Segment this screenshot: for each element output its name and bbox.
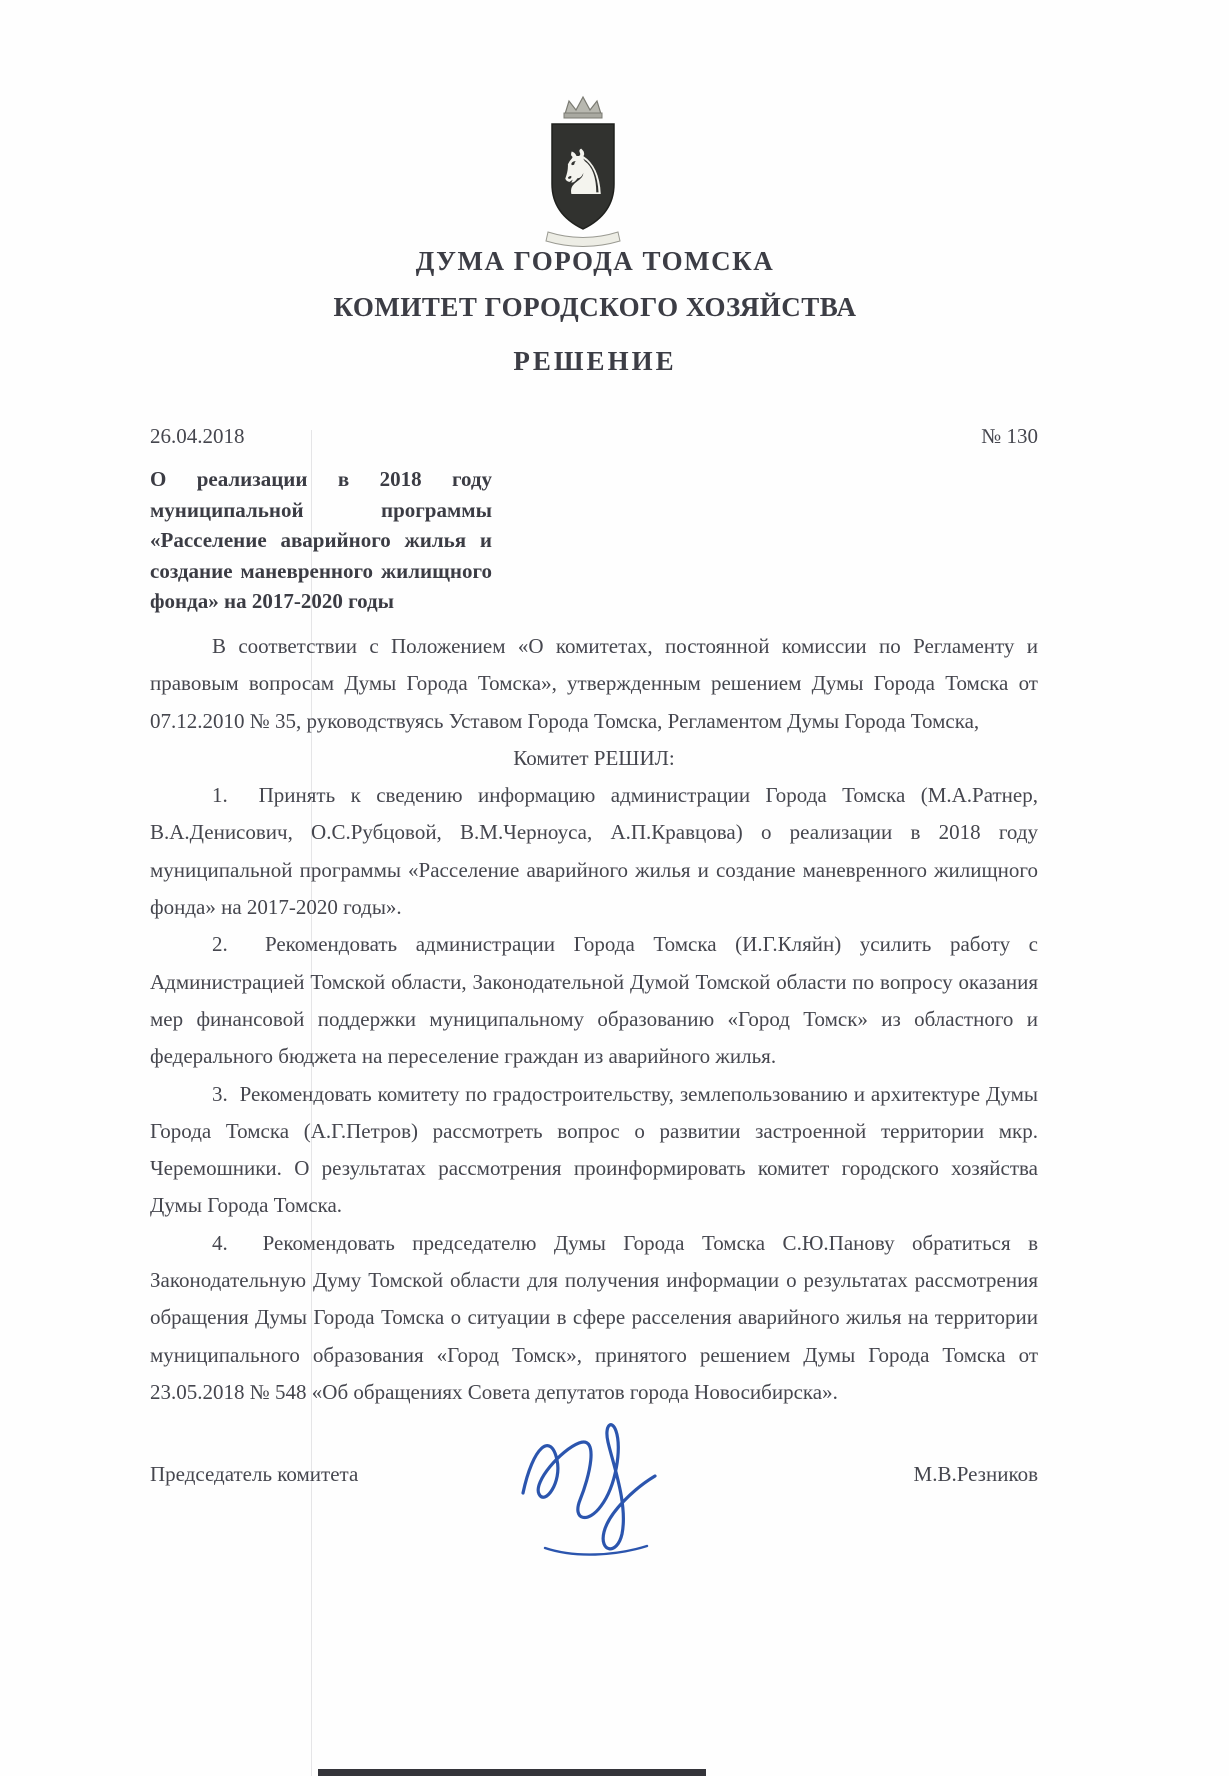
svg-text:♞: ♞ (555, 136, 611, 209)
committee-title: КОМИТЕТ ГОРОДСКОГО ХОЗЯЙСТВА (333, 292, 857, 322)
tomsk-coat-of-arms-svg (534, 92, 632, 248)
document-date: 26.04.2018 (150, 424, 245, 448)
resolution-item-1: 1. Принять к сведению информацию администрации Города Томска (М.А.Ратнер, В.А.Денисович, О.С.Рубцовой, В.М.Черноуса, А.П.Кравцова) о реализации в 2018 году муниципальной программы «Расселение аварийного жилья и создание маневренного жилищного фонда» на 2017-2020 годы». (150, 783, 1038, 920)
tomsk-coat-of-arms-icon (534, 92, 632, 248)
signoff-name: М.В.Резников (913, 1462, 1038, 1486)
signoff-position: Председатель комитета (150, 1462, 359, 1486)
signoff-row (150, 1462, 1038, 1487)
scan-artifact-vertical-line (311, 430, 312, 1776)
document-number: № 130 (981, 424, 1038, 448)
document-body (150, 628, 1038, 1411)
scan-artifact-bottom-smudge (318, 1769, 706, 1776)
document-type-title: РЕШЕНИЕ (513, 346, 677, 376)
organization-title: ДУМА ГОРОДА ТОМСКА (415, 246, 775, 276)
signature-svg (505, 1398, 685, 1583)
resolution-item-2: 2. Рекомендовать администрации Города Томска (И.Г.Кляйн) усилить работу с Администрацией Томской области, Законодательной Думой Томской области по вопросу оказания мер финансовой поддержки муниципальному образованию «Город Томск» из областного и федерального бюджета на переселение граждан из аварийного жилья. (150, 932, 1038, 1069)
handwritten-signature-icon (505, 1398, 685, 1583)
intro-paragraph: В соответствии с Положением «О комитетах, постоянной комиссии по Регламенту и правовым вопросам Думы Города Томска», утвержденным решением Думы Города Томска от 07.12.2010 № 35, руководствуясь Уставом Города Томска, Регламентом Думы Города Томска, (150, 634, 1038, 733)
resolved-heading: Комитет РЕШИЛ: (513, 745, 675, 770)
meta-row (150, 424, 1038, 449)
resolution-item-4: 4. Рекомендовать председателю Думы Города Томска С.Ю.Панову обратиться в Законодательную Думу Томской области для получения информации о результатах рассмотрения обращения Думы Города Томска о ситуации в сфере расселения аварийного жилья на территории муниципального образования «Город Томск», принятого решением Думы Города Томска от 23.05.2018 № 548 «Об обращениях Совета депутатов города Новосибирска». (150, 1230, 1038, 1404)
document-subject: О реализации в 2018 году муниципальной программы «Расселение аварийного жилья и создание маневренного жилищного фонда» на 2017-2020 годы (150, 467, 492, 613)
resolution-item-3: 3. Рекомендовать комитету по градостроительству, землепользованию и архитектуре Думы Города Томска (А.Г.Петров) рассмотреть вопрос о развитии застроенной территории мкр. Черемошники. О результатах рассмотрения проинформировать комитет городского хозяйства Думы Города Томска. (150, 1081, 1038, 1218)
